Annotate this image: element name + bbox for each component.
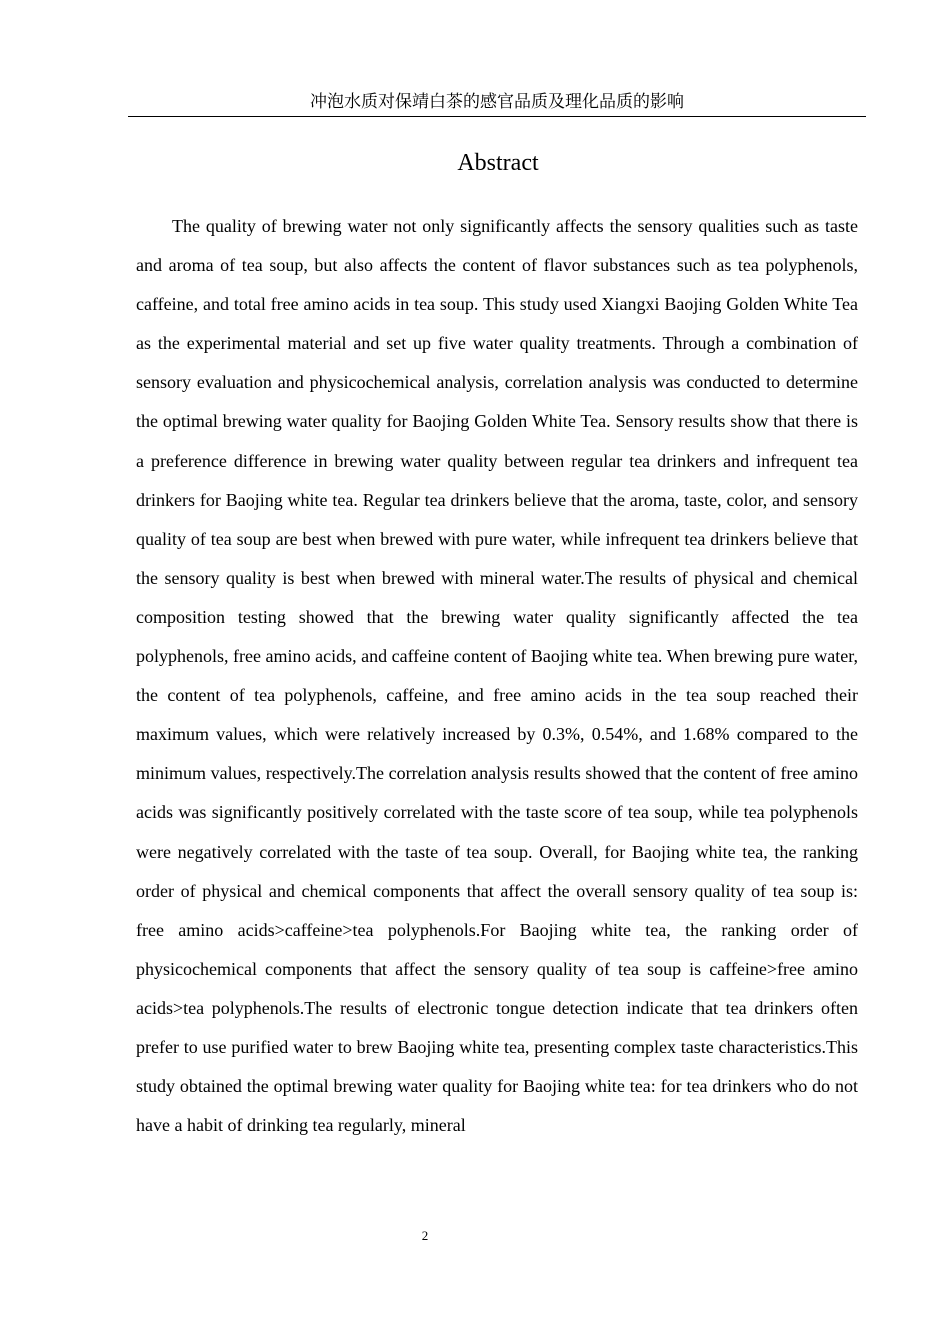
abstract-body: The quality of brewing water not only significantly affects the sensory qualities such as taste and aroma of tea soup, but also affects the content of flavor substances such as tea polyphenols, caffeine, and total free amino acids in tea soup. This study used Xiangxi Baojing Golden White Tea as the experimental material and set up five water quality treatments. Through a combination of sensory evaluation and physicochemical analysis, correlation analysis was conducted to determine the optimal brewing water quality for Baojing Golden White Tea. Sensory results show that there is a preference difference in brewing water quality between regular tea drinkers and infrequent tea drinkers for Baojing white tea. Regular tea drinkers believe that the aroma, taste, color, and sensory quality of tea soup are best when brewed with pure water, while infrequent tea drinkers believe that the sensory quality is best when brewed with mineral water.The results of physical and chemical composition testing showed that the brewing water quality significantly affected the tea polyphenols, free amino acids, and caffeine content of Baojing white tea. When brewing pure water, the content of tea polyphenols, caffeine, and free amino acids in the tea soup reached their maximum values, which were relatively increased by 0.3%, 0.54%, and 1.68% compared to the minimum values, respectively.The correlation analysis results showed that the content of free amino acids was significantly positively correlated with the taste score of tea soup, while tea polyphenols were negatively correlated with the taste of tea soup. Overall, for Baojing white tea, the ranking order of physical and chemical components that affect the overall sensory quality of tea soup is: free amino acids>caffeine>tea polyphenols.For Baojing white tea, the ranking order of physicochemical components that affect the sensory quality of tea soup is caffeine>free amino acids>tea polyphenols.The results of electronic tongue detection indicate that tea drinkers often prefer to use purified water to brew Baojing white tea, presenting complex taste characteristics.This study obtained the optimal brewing water quality for Baojing white tea: for tea drinkers who do not have a habit of drinking tea regularly, mineral	[136, 216, 858, 1136]
page-number: 2	[421, 1228, 429, 1243]
abstract-heading: Abstract	[457, 150, 539, 176]
running-header-title: 冲泡水质对保靖白茶的感官品质及理化品质的影响	[310, 92, 684, 112]
running-header	[128, 90, 866, 117]
